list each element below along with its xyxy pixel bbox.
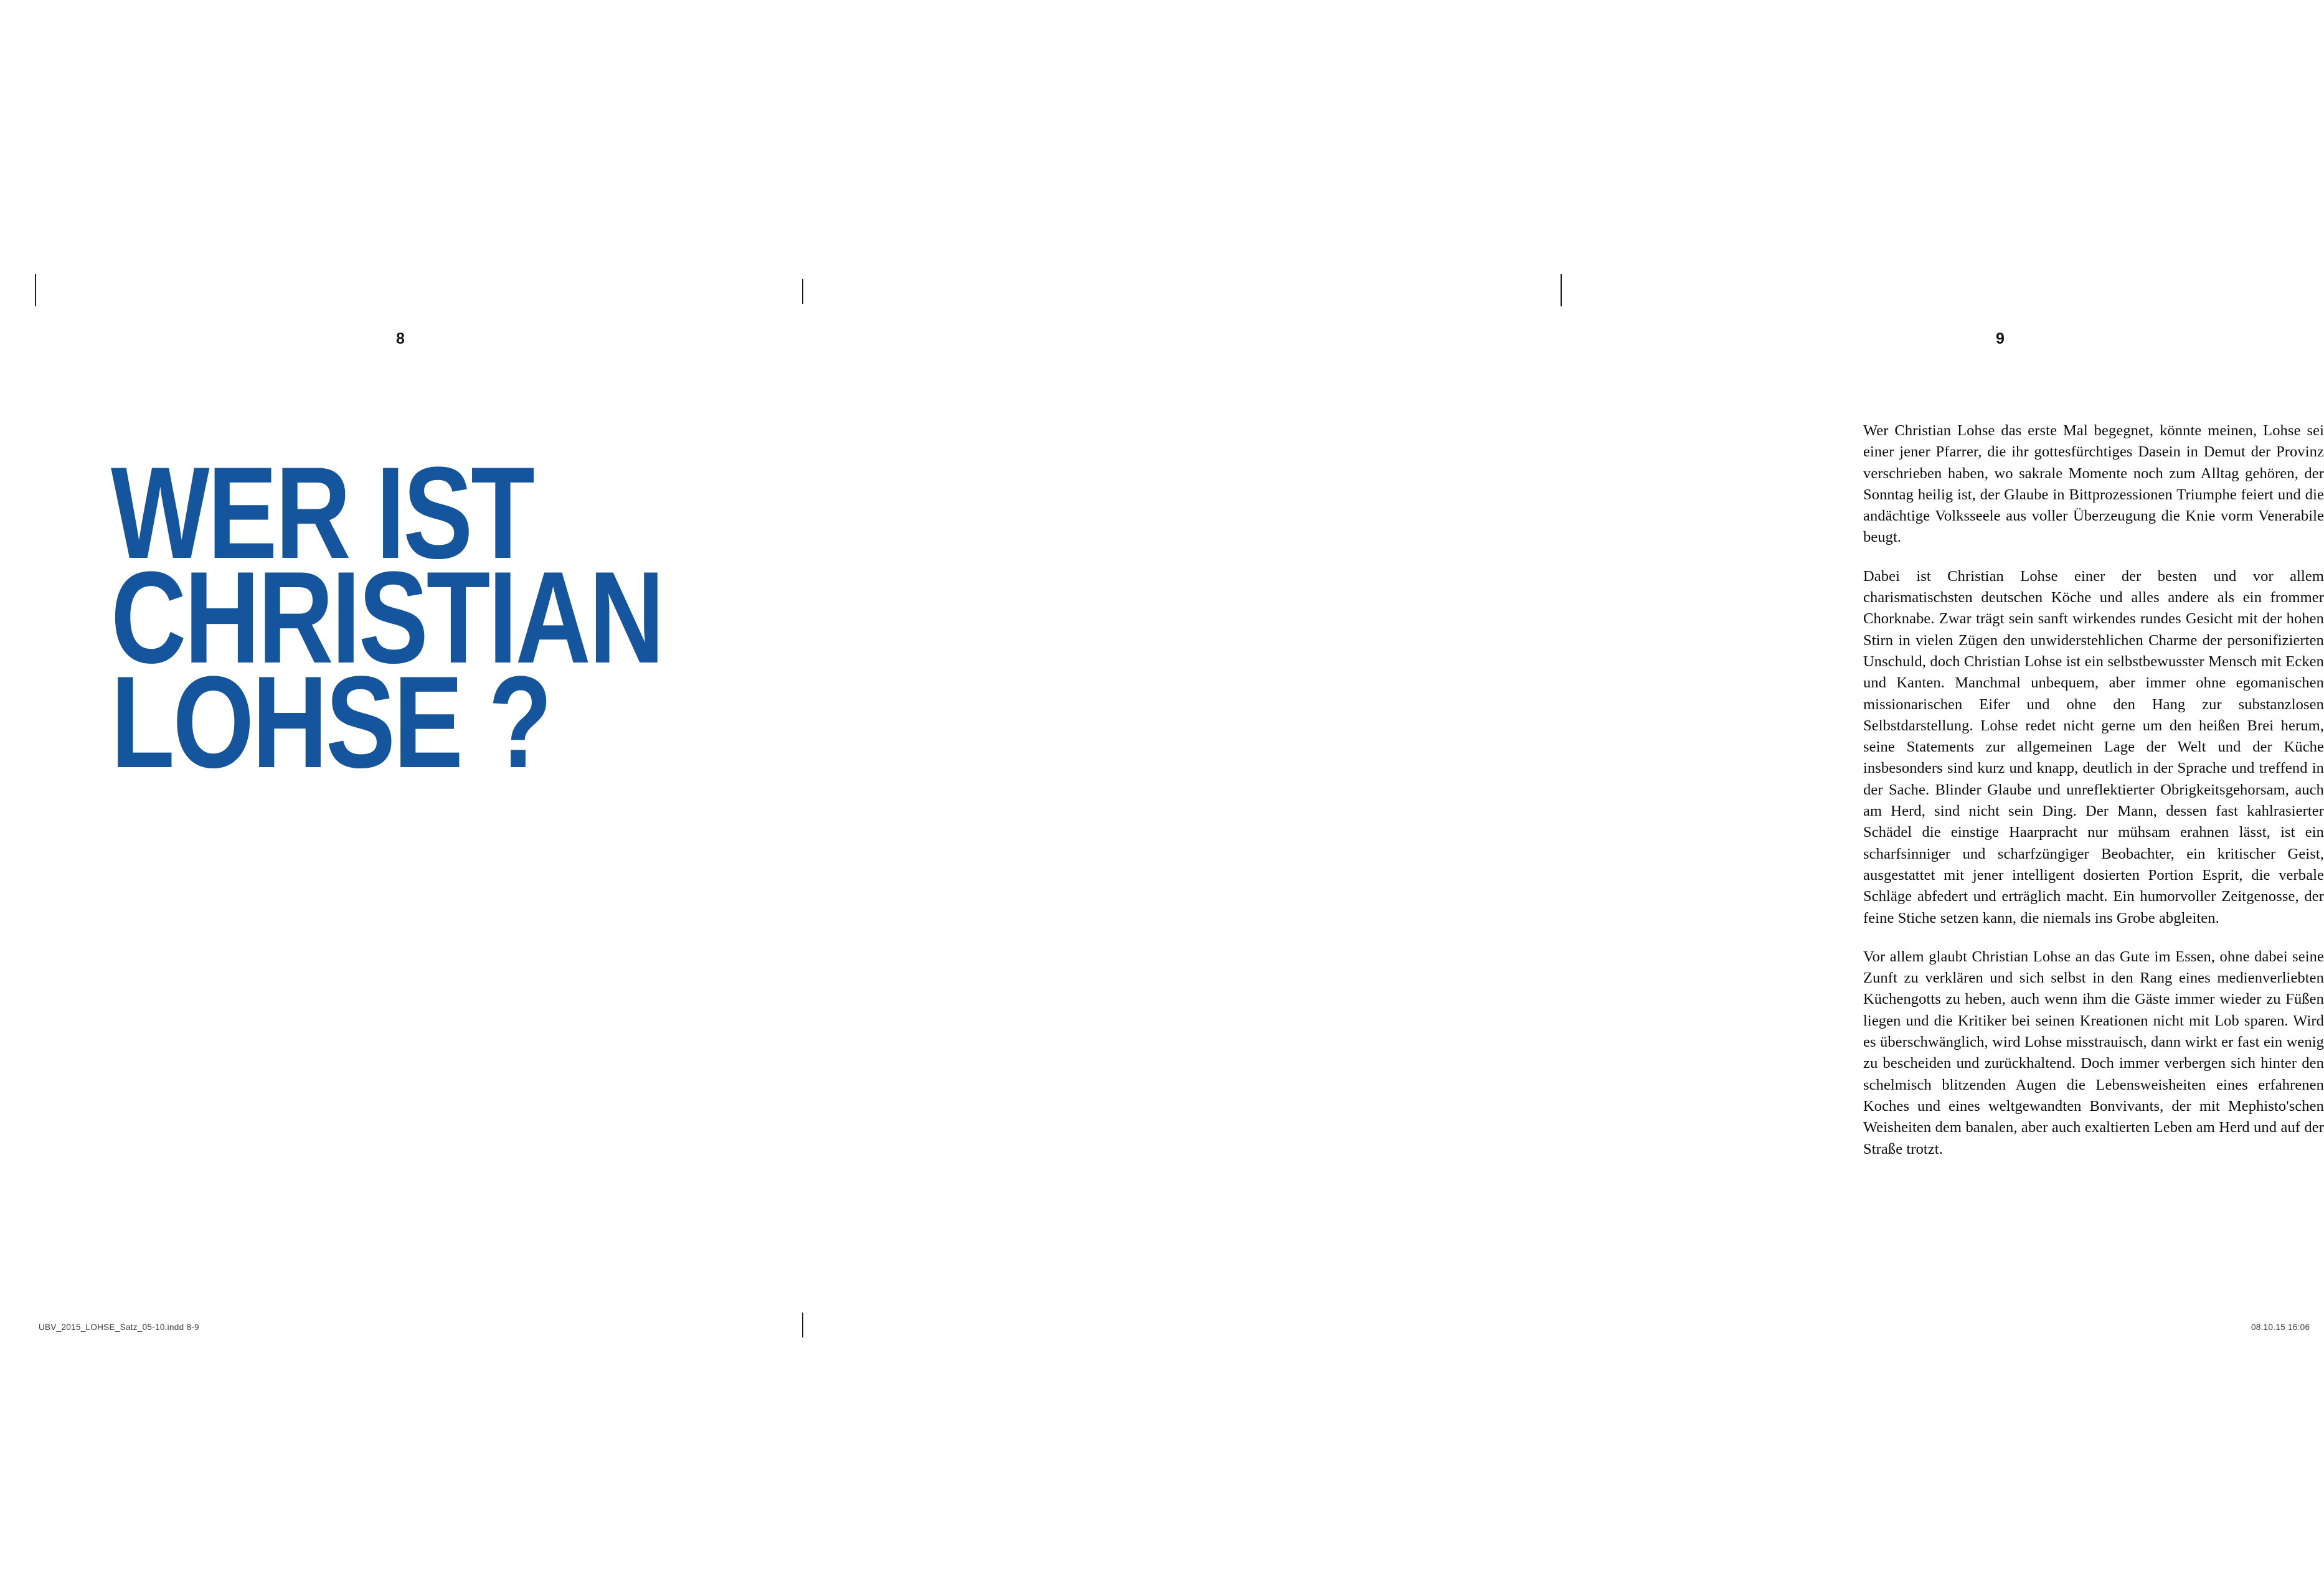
print-timestamp: 08.10.15 16:06 [2251,1323,2310,1332]
page-number-right: 9 [1996,330,2005,347]
right-page [797,0,2324,1594]
page-title [111,440,663,795]
headline-line-1: WER IST [111,440,533,586]
body-paragraph-1: Wer Christian Lohse das erste Mal begegnet, könnte meinen, Lohse sei einer jener Pfarrer, die ihr gottesfürchtiges Dasein in Demut der Provinz verschrieben haben, wo sakrale Momente noch zum Alltag gehören, der Sonntag heilig ist, der Glaube in Bittprozessionen Triumphe feiert und die andächtige Volksseele aus voller Überzeugung die Knie vorm Venerabile beugt. [1863,422,2324,546]
body-paragraph-3: Vor allem glaubt Christian Lohse an das Gute im Essen, ohne dabei seine Zunft zu verklären und sich selbst in den Rang eines medienverliebten Küchengotts zu heben, auch wenn ihm die Gäste immer wieder zu Füßen liegen und die Kritiker bei seinen Kreationen nicht mit Lob sparen. Wird es überschwänglich, wird Lohse misstrauisch, dann wirkt er fast ein wenig zu bescheiden und zurückhaltend. Doch immer verbergen sich hinter den schelmisch blitzenden Augen die Lebensweisheiten eines erfahrenen Koches und eines weltgewandten Bonvivants, der mit Mephisto'schen Weisheiten dem banalen, aber auch exaltierten Leben am Herd und auf der Straße trotzt. [1863,948,2324,1158]
headline-line-3: LOHSE ? [111,649,550,795]
print-file-slug: UBV_2015_LOHSE_Satz_05-10.indd 8-9 [39,1323,199,1332]
body-text-column [1863,420,2324,1160]
headline-line-2: CHRISTIAN [111,544,663,691]
page-number-left: 8 [396,330,405,347]
left-page [0,0,797,1594]
body-paragraph-2: Dabei ist Christian Lohse einer der besten und vor allem charismatischsten deutschen Köche und alles andere als ein frommer Chorknabe. Zwar trägt sein sanft wirkendes rundes Gesicht mit der hohen Stirn in vielen Zügen den unwiderstehlichen Charme der personifizierten Unschuld, doch Christian Lohse ist ein selbstbewusster Mensch mit Ecken und Kanten. Manchmal unbequem, aber immer ohne egomanischen missionarischen Eifer und ohne den Hang zur substanzlosen Selbstdarstellung. Lohse redet nicht gerne um den heißen Brei herum, seine Statements zur allgemeinen Lage der Welt und der Küche insbesonders sind kurz und knapp, deutlich in der Sprache und treffend in der Sache. Blinder Glaube und unreflektierter Obrigkeitsgehorsam, auch am Herd, sind nicht sein Ding. Der Mann, dessen fast kahlrasierter Schädel die einstige Haarpracht nur mühsam erahnen lässt, ist ein scharfsinniger und scharfzüngiger Beobachter, ein kritischer Geist, ausgestattet mit jener intelligent dosierten Portion Esprit, die verbale Schläge abfedert und erträglich macht. Ein humorvoller Zeitgenosse, der feine Stiche setzen kann, die niemals ins Grobe abgleiten. [1863,567,2324,927]
